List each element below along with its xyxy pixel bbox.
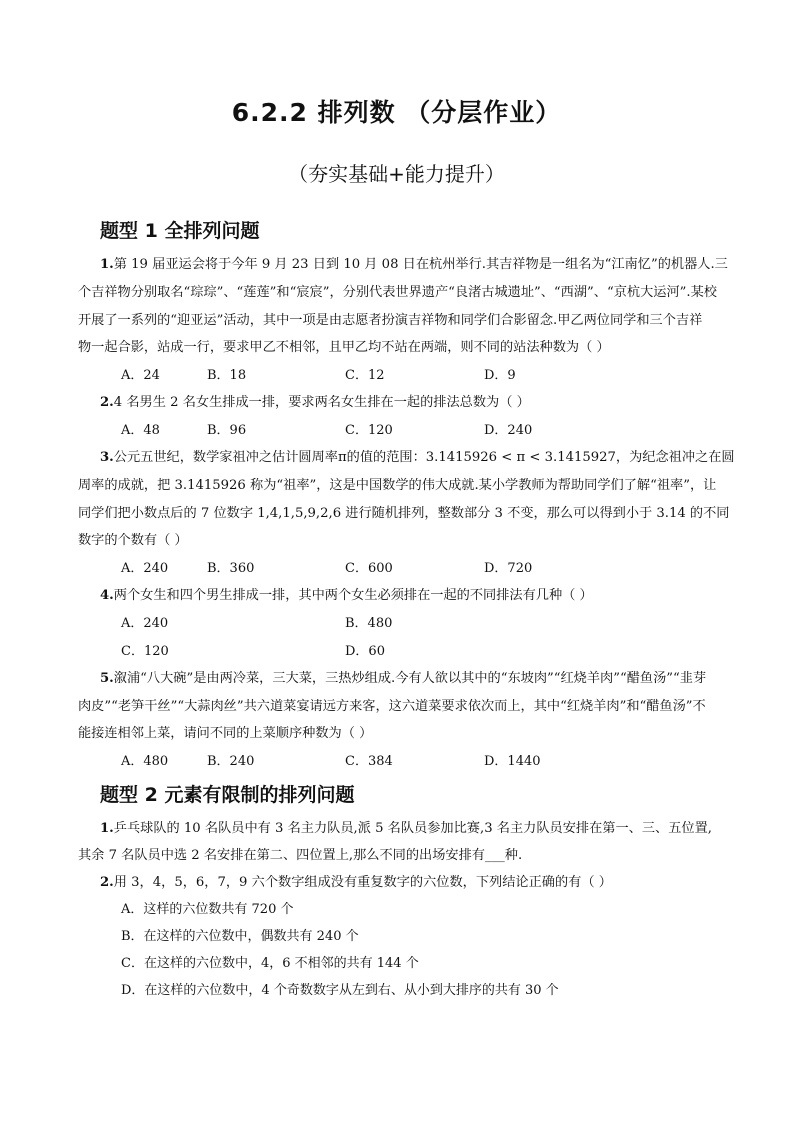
q3-option-d: D．720 (484, 561, 533, 576)
q3-line-4: 数字的个数有（ ） (78, 533, 188, 548)
s2-q1-number: 1. (100, 821, 114, 836)
q3-number: 3. (100, 450, 114, 465)
q5-option-a: A．480 (121, 754, 169, 769)
q5-number: 5. (100, 671, 114, 686)
s2-q1-line-2: 其余 7 名队员中选 2 名安排在第二、四位置上,那么不同的出场安排有___种. (78, 848, 523, 863)
q1-option-d: D．9 (484, 368, 516, 383)
q1-line-2: 个吉祥物分别取名“琮琮”、“莲莲”和“宸宸”，分别代表世界遗产“良渚古城遗址”、“西湖”、“京杭大运河”.某校 (78, 285, 717, 300)
q1-line-3: 开展了一系列的“迎亚运”活动，其中一项是由志愿者扮演吉祥物和同学们合影留念.甲乙两位同学和三个吉祥 (78, 313, 703, 328)
s2-q2-option-c: C．在这样的六位数中，4，6 不相邻的共有 144 个 (121, 956, 419, 971)
q4-option-a: A．240 (121, 616, 169, 631)
q5-line-3: 能接连相邻上菜，请问不同的上菜顺序种数为（ ） (78, 726, 373, 741)
q2-option-a: A．48 (121, 423, 160, 438)
q5-text-1: 溆浦“八大碗”是由两冷菜，三大菜，三热炒组成.今有人欲以其中的“东坡肉”“红烧羊肉”“醋鱼汤”“韭芽 (113, 671, 707, 686)
q2-option-c: C．120 (345, 423, 393, 438)
section-heading-1: 题型 1 全排列问题 (100, 220, 260, 242)
q3-line-3: 同学们把小数点后的 7 位数字 1,4,1,5,9,2,6 进行随机排列，整数部分 3 不变，那么可以得到小于 3.14 的不同 (78, 506, 730, 521)
page-subtitle: （夯实基础+能力提升） (288, 162, 505, 186)
q5-option-c: C．384 (345, 754, 393, 769)
page-title: 6.2.2 排列数 （分层作业） (231, 98, 562, 127)
q3-option-c: C．600 (345, 561, 393, 576)
q4-option-c: C．120 (121, 644, 169, 659)
s2-q2-option-d: D．在这样的六位数中，4 个奇数数字从左到右、从小到大排序的共有 30 个 (121, 983, 559, 998)
q2-line (100, 396, 530, 409)
q1-line-1 (100, 258, 728, 271)
q4-option-b: B．480 (345, 616, 393, 631)
q1-number: 1. (100, 257, 114, 272)
s2-q2-line (100, 876, 612, 889)
q5-line-1 (100, 672, 706, 685)
q4-option-d: D．60 (345, 644, 385, 659)
q4-number: 4. (100, 588, 114, 603)
q2-option-b: B．96 (207, 423, 247, 438)
q5-option-d: D．1440 (484, 754, 541, 769)
s2-q2-text: 用 3，4，5，6，7，9 六个数字组成没有重复数字的六位数，下列结论正确的有（ ） (113, 875, 612, 890)
section-heading-2: 题型 2 元素有限制的排列问题 (100, 784, 355, 806)
q2-number: 2. (100, 395, 114, 410)
s2-q2-option-a: A．这样的六位数共有 720 个 (121, 902, 294, 917)
q2-text: 4 名男生 2 名女生排成一排，要求两名女生排在一起的排法总数为（ ） (113, 395, 530, 410)
q1-option-c: C．12 (345, 368, 385, 383)
q3-line-2: 周率的成就，把 3.1415926 称为“祖率”，这是中国数学的伟大成就.某小学教师为帮助同学们了解“祖率”，让 (78, 478, 717, 493)
q4-text: 两个女生和四个男生排成一排，其中两个女生必须排在一起的不同排法有几种（ ） (113, 588, 593, 603)
q5-line-2: 肉皮”“老笋干丝”“大蒜肉丝”共六道菜宴请远方来客，这六道菜要求依次而上，其中“红烧羊肉”和“醋鱼汤”不 (78, 699, 706, 714)
q1-option-a: A．24 (121, 368, 160, 383)
s2-q2-option-b: B．在这样的六位数中，偶数共有 240 个 (121, 929, 359, 944)
q4-line (100, 589, 593, 602)
q1-line-4: 物一起合影，站成一行，要求甲乙不相邻，且甲乙均不站在两端，则不同的站法种数为（ ） (78, 340, 610, 355)
q3-text-1: 公元五世纪，数学家祖冲之估计圆周率π的值的范围：3.1415926 < π < 3.1415927，为纪念祖冲之在圆 (113, 450, 735, 465)
q1-option-b: B．18 (207, 368, 247, 383)
s2-q1-text-1: 乒乓球队的 10 名队员中有 3 名主力队员,派 5 名队员参加比赛,3 名主力队员安排在第一、三、五位置, (113, 821, 712, 836)
q2-option-d: D．240 (484, 423, 533, 438)
s2-q2-number: 2. (100, 875, 114, 890)
q3-option-a: A．240 (121, 561, 169, 576)
s2-q1-line-1 (100, 822, 712, 835)
q3-line-1 (100, 451, 735, 464)
q5-option-b: B．240 (207, 754, 255, 769)
q3-option-b: B．360 (207, 561, 255, 576)
q1-text-1: 第 19 届亚运会将于今年 9 月 23 日到 10 月 08 日在杭州举行.其吉祥物是一组名为“江南忆”的机器人.三 (113, 257, 728, 272)
